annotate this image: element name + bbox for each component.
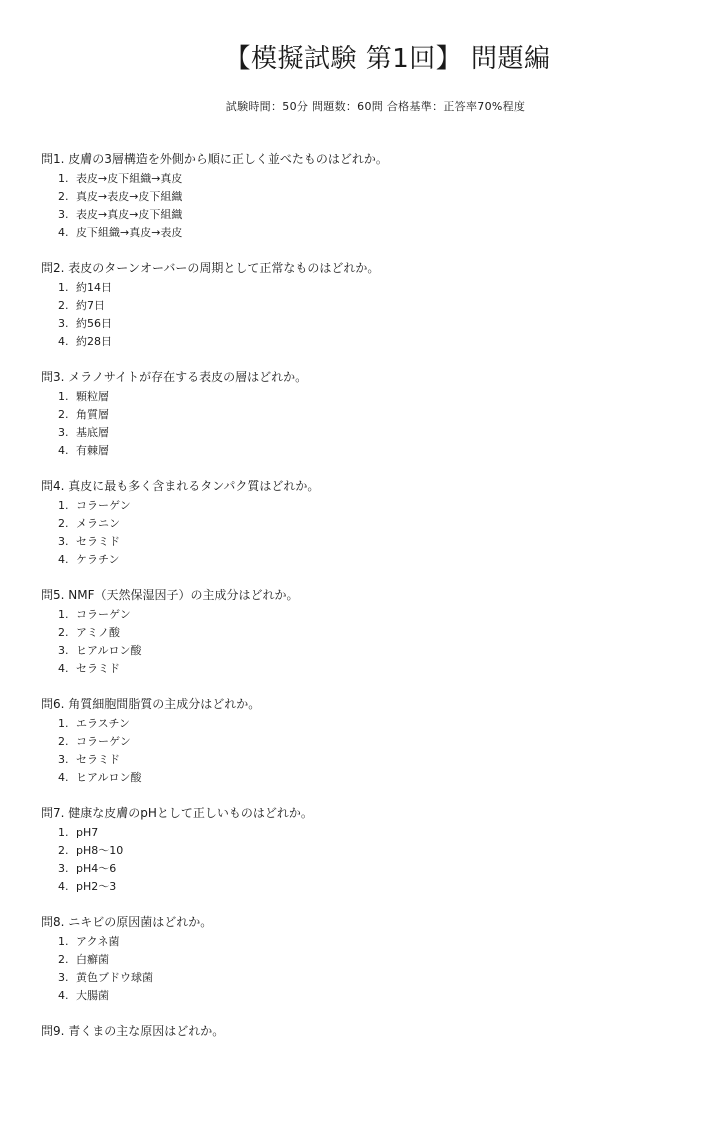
- choice-list: [41, 824, 701, 896]
- choice-text: アミノ酸: [76, 626, 120, 639]
- choice-text: 表皮→真皮→皮下組織: [76, 208, 183, 221]
- choice-text: 約56日: [76, 317, 112, 330]
- choice-item: [58, 497, 701, 515]
- choice-item: [58, 933, 701, 951]
- choice-number: 2.: [58, 408, 69, 421]
- question-block: [41, 694, 701, 803]
- question-list: [41, 149, 701, 1130]
- question-text: 問8. ニキビの原因菌はどれか。: [41, 915, 213, 929]
- choice-text: pH4〜6: [76, 862, 117, 875]
- choice-number: 4.: [58, 444, 69, 457]
- choice-text: pH2〜3: [76, 880, 117, 893]
- choice-number: 2.: [58, 953, 69, 966]
- choice-text: 角質層: [76, 408, 109, 421]
- choice-text: エラスチン: [76, 717, 130, 730]
- choice-item: [58, 769, 701, 787]
- exam-info: 試験時間：50分 問題数：60問 合格基準：正答率70%程度: [225, 100, 526, 113]
- choice-text: コラーゲン: [76, 608, 131, 621]
- choice-text: 真皮→表皮→皮下組織: [76, 190, 183, 203]
- choice-item: [58, 987, 701, 1005]
- question-block: [41, 476, 701, 585]
- choice-list: [41, 388, 701, 460]
- choice-item: [58, 442, 701, 460]
- choice-item: [58, 733, 701, 751]
- choice-number: 2.: [58, 626, 69, 639]
- choice-item: [58, 424, 701, 442]
- choice-item: [58, 533, 701, 551]
- question-text: 問1. 皮膚の3層構造を外側から順に正しく並べたものはどれか。: [41, 152, 388, 166]
- choice-item: [58, 751, 701, 769]
- choice-text: 顆粒層: [76, 390, 109, 403]
- choice-number: 4.: [58, 771, 69, 784]
- choice-item: [58, 170, 701, 188]
- question-block: [41, 585, 701, 694]
- question-text: 問9. 青くまの主な原因はどれか。: [41, 1024, 225, 1038]
- choice-text: ヒアルロン酸: [76, 644, 142, 657]
- choice-number: 1.: [58, 717, 69, 730]
- choice-item: [58, 715, 701, 733]
- choice-item: [58, 279, 701, 297]
- choice-number: 3.: [58, 971, 69, 984]
- choice-item: [58, 624, 701, 642]
- choice-text: 皮下組織→真皮→表皮: [76, 226, 183, 239]
- choice-number: 2.: [58, 844, 69, 857]
- choice-text: pH7: [76, 826, 99, 839]
- choice-number: 4.: [58, 335, 69, 348]
- choice-text: 基底層: [76, 426, 109, 439]
- choice-item: [58, 842, 701, 860]
- question-text: 問3. メラノサイトが存在する表皮の層はどれか。: [41, 370, 308, 384]
- choice-item: [58, 969, 701, 987]
- choice-number: 3.: [58, 426, 69, 439]
- choice-text: pH8〜10: [76, 844, 124, 857]
- choice-list: [41, 606, 701, 678]
- choice-text: 約28日: [76, 335, 112, 348]
- choice-number: 3.: [58, 208, 69, 221]
- choice-text: 有棘層: [76, 444, 109, 457]
- choice-item: [58, 315, 701, 333]
- question-text: 問2. 表皮のターンオーバーの周期として正常なものはどれか。: [41, 261, 380, 275]
- choice-item: [58, 878, 701, 896]
- choice-number: 3.: [58, 535, 69, 548]
- choice-list: [41, 715, 701, 787]
- choice-text: 大腸菌: [76, 989, 109, 1002]
- page-title: 【模擬試験 第1回】 問題編: [224, 44, 551, 74]
- choice-text: コラーゲン: [76, 499, 131, 512]
- choice-text: 表皮→皮下組織→真皮: [76, 172, 183, 185]
- choice-number: 1.: [58, 499, 69, 512]
- question-block: [41, 912, 701, 1021]
- choice-text: コラーゲン: [76, 735, 131, 748]
- choice-item: [58, 642, 701, 660]
- question-block: [41, 1021, 701, 1130]
- choice-number: 4.: [58, 989, 69, 1002]
- choice-item: [58, 206, 701, 224]
- choice-list: [41, 279, 701, 351]
- choice-text: ヒアルロン酸: [76, 771, 142, 784]
- choice-text: 約14日: [76, 281, 112, 294]
- choice-item: [58, 606, 701, 624]
- choice-text: セラミド: [76, 662, 120, 675]
- question-text: 問5. NMF（天然保湿因子）の主成分はどれか。: [41, 588, 299, 602]
- choice-item: [58, 515, 701, 533]
- choice-item: [58, 388, 701, 406]
- choice-number: 2.: [58, 735, 69, 748]
- choice-item: [58, 224, 701, 242]
- choice-number: 2.: [58, 517, 69, 530]
- choice-text: アクネ菌: [76, 935, 120, 948]
- choice-item: [58, 951, 701, 969]
- question-block: [41, 258, 701, 367]
- choice-number: 3.: [58, 317, 69, 330]
- question-text: 問4. 真皮に最も多く含まれるタンパク質はどれか。: [41, 479, 320, 493]
- question-block: [41, 803, 701, 912]
- choice-number: 1.: [58, 608, 69, 621]
- choice-item: [58, 406, 701, 424]
- choice-number: 3.: [58, 862, 69, 875]
- choice-number: 4.: [58, 662, 69, 675]
- choice-number: 3.: [58, 753, 69, 766]
- choice-text: メラニン: [76, 517, 120, 530]
- choice-number: 4.: [58, 553, 69, 566]
- choice-item: [58, 551, 701, 569]
- choice-item: [58, 297, 701, 315]
- question-block: [41, 367, 701, 476]
- choice-number: 1.: [58, 172, 69, 185]
- choice-number: 1.: [58, 935, 69, 948]
- choice-text: ケラチン: [76, 553, 120, 566]
- choice-text: 白癬菌: [76, 953, 109, 966]
- choice-item: [58, 860, 701, 878]
- question-text: 問7. 健康な皮膚のpHとして正しいものはどれか。: [41, 806, 313, 820]
- question-block: [41, 149, 701, 258]
- choice-number: 2.: [58, 299, 69, 312]
- choice-number: 4.: [58, 226, 69, 239]
- choice-number: 3.: [58, 644, 69, 657]
- choice-number: 2.: [58, 190, 69, 203]
- choice-number: 1.: [58, 390, 69, 403]
- choice-text: セラミド: [76, 535, 120, 548]
- question-text: 問6. 角質細胞間脂質の主成分はどれか。: [41, 697, 261, 711]
- choice-list: [41, 933, 701, 1005]
- choice-list: [41, 497, 701, 569]
- choice-item: [58, 188, 701, 206]
- choice-number: 1.: [58, 826, 69, 839]
- choice-number: 1.: [58, 281, 69, 294]
- choice-item: [58, 660, 701, 678]
- choice-text: 黄色ブドウ球菌: [76, 971, 153, 984]
- choice-text: セラミド: [76, 753, 120, 766]
- choice-list: [41, 170, 701, 242]
- choice-text: 約7日: [76, 299, 105, 312]
- choice-item: [58, 333, 701, 351]
- choice-item: [58, 824, 701, 842]
- choice-number: 4.: [58, 880, 69, 893]
